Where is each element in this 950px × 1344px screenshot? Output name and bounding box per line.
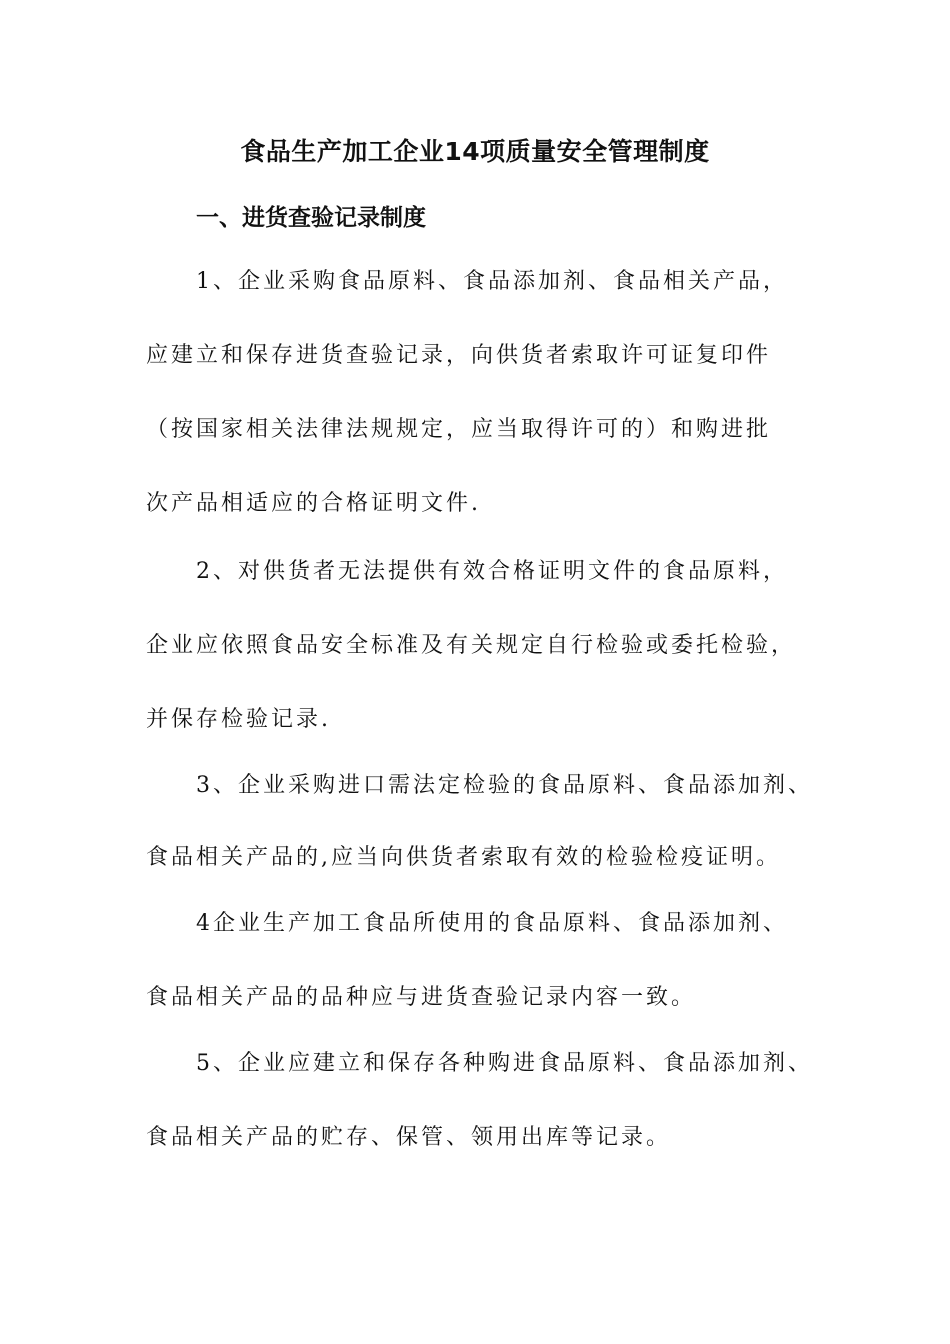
paragraph-line: 1、企业采购食品原料、食品添加剂、食品相关产品，: [196, 269, 788, 294]
paragraph-line: 食品相关产品的,应当向供货者索取有效的检验检疫证明。: [146, 845, 781, 870]
paragraph-line: 食品相关产品的品种应与进货查验记录内容一致。: [146, 985, 697, 1010]
paragraph-line: （按国家相关法律法规规定，应当取得许可的）和购进批: [146, 417, 772, 442]
paragraph-line: 并保存检验记录.: [146, 707, 331, 732]
paragraph-line: 食品相关产品的贮存、保管、领用出库等记录。: [146, 1125, 672, 1150]
paragraph-line: 4企业生产加工食品所使用的食品原料、食品添加剂、: [196, 911, 788, 936]
paragraph-line: 2、对供货者无法提供有效合格证明文件的食品原料，: [196, 559, 788, 584]
paragraph-line: 应建立和保存进货查验记录，向供货者索取许可证复印件: [146, 343, 772, 368]
section-heading: 一、进货查验记录制度: [196, 205, 426, 231]
document-title: 食品生产加工企业14项质量安全管理制度: [240, 137, 710, 166]
paragraph-line: 企业应依照食品安全标准及有关规定自行检验或委托检验，: [146, 633, 797, 658]
paragraph-line: 5、企业应建立和保存各种购进食品原料、食品添加剂、: [196, 1051, 813, 1076]
paragraph-line: 3、企业采购进口需法定检验的食品原料、食品添加剂、: [196, 773, 813, 798]
paragraph-line: 次产品相适应的合格证明文件.: [146, 491, 481, 516]
